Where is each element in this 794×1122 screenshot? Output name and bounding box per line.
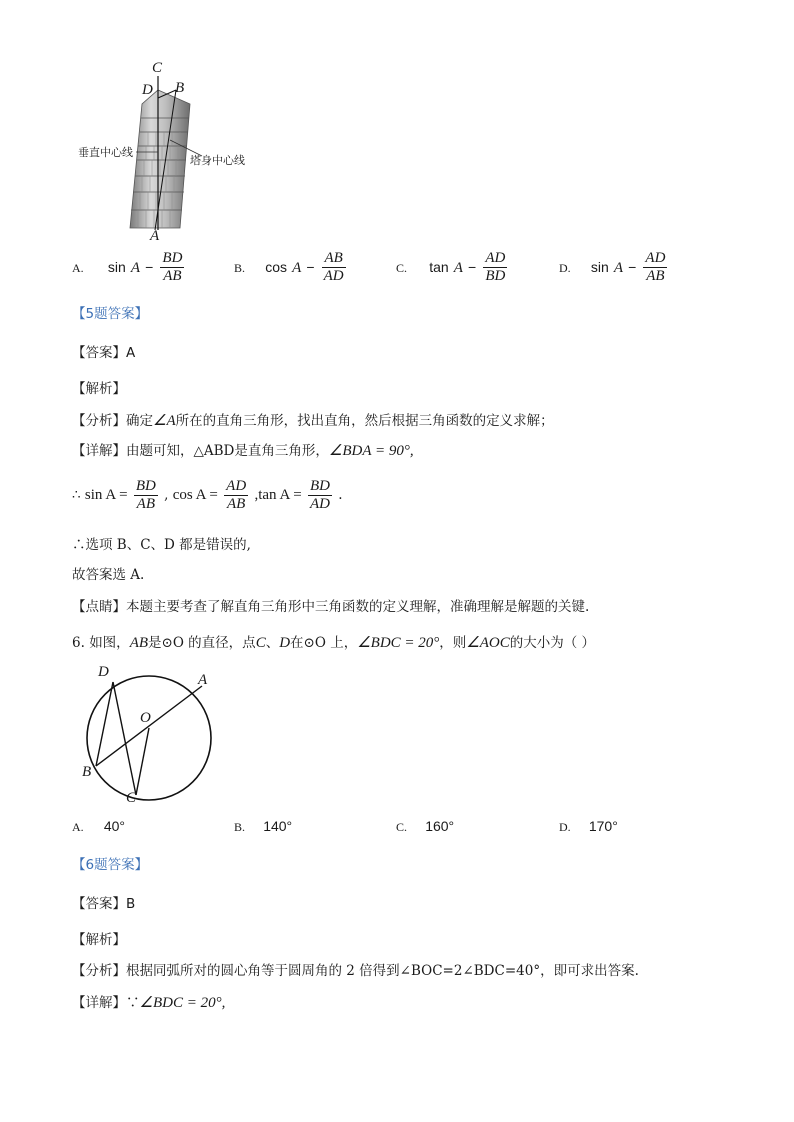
fraction: $\frac{AD}{BD}$ xyxy=(485,250,506,284)
q5-option-b[interactable]: B. cos A − $\frac{AB}{AD}$ xyxy=(234,250,344,284)
fraction: $\frac{AD}{AB}$ xyxy=(645,250,666,284)
q5-conclusion-line: 故答案选 A. xyxy=(72,567,145,583)
fraction: $\frac{AD}{AB}$ xyxy=(226,478,247,512)
q6-xiangjie-line: 【详解】∵∠BDC = 20°, xyxy=(72,995,226,1011)
q5-answer-line: 【答案】A xyxy=(72,345,136,361)
q6-answer-value: B xyxy=(126,896,136,912)
circle-label-d: D xyxy=(98,664,109,680)
tower-label-b: B xyxy=(175,80,185,96)
q6-answer-line: 【答案】B xyxy=(72,896,136,912)
fraction: $\frac{BD}{AB}$ xyxy=(162,250,183,284)
circle-label-o: O xyxy=(140,710,151,726)
q5-answer-header: 【5题答案】 xyxy=(72,306,149,322)
tower-figure xyxy=(78,60,278,246)
q5-dianjing-line: 【点睛】本题主要考查了解直角三角形中三角函数的定义理解，准确理解是解题的关键. xyxy=(72,599,590,615)
angle-bdc: ∠BDC = 20°, xyxy=(139,995,226,1011)
q6-answer-header: 【6题答案】 xyxy=(72,857,149,873)
tower-label-d: D xyxy=(142,82,153,98)
circle-label-b: B xyxy=(82,764,92,780)
q5-option-d[interactable]: D. sin A − $\frac{AD}{AB}$ xyxy=(559,250,666,284)
tower-label-c: C xyxy=(152,60,163,76)
q5-xiangjie-line: 【详解】由题可知，△ABD是直角三角形，∠BDA = 90°, xyxy=(72,443,414,459)
tower-label-a: A xyxy=(150,228,160,244)
q5-options-wrong-line: ∴选项 B、C、D 都是错误的, xyxy=(72,537,251,553)
q6-jiexi: 【解析】 xyxy=(72,932,126,948)
q5-equation-line: ∴ sin A = $\frac{BD}{AB}$ , cos A = $\frac{AD}{AB}$ ,tan A = $\frac{BD}{AD}$ . xyxy=(72,478,343,512)
q5-jiexi: 【解析】 xyxy=(72,381,126,397)
circle-label-c: C xyxy=(126,790,137,806)
fraction: $\frac{BD}{AB}$ xyxy=(135,478,156,512)
circle-label-a: A xyxy=(198,672,208,688)
q6-option-a[interactable]: A. 40° xyxy=(72,818,126,834)
vertical-center-line-label: 垂直中心线 xyxy=(78,146,133,159)
q5-answer-value: A xyxy=(126,345,136,361)
fraction: $\frac{AB}{AD}$ xyxy=(323,250,344,284)
circle-figure xyxy=(78,664,228,810)
q6-option-c[interactable]: C. 160° xyxy=(396,818,455,834)
q6-option-d[interactable]: D. 170° xyxy=(559,818,618,834)
angle-bda: ∠BDA = 90°, xyxy=(328,443,414,459)
q6-question-line: 6. 如图，AB是⊙O 的直径，点C、D在⊙O 上，∠BDC = 20°，则∠AOC的大小为（ ） xyxy=(72,635,596,651)
q6-fenxi-line: 【分析】根据同弧所对的圆心角等于圆周角的 2 倍得到∠BOC=2∠BDC=40°，即可求出答案. xyxy=(72,963,639,979)
fraction: $\frac{BD}{AD}$ xyxy=(309,478,330,512)
q5-option-c[interactable]: C. tan A − $\frac{AD}{BD}$ xyxy=(396,250,506,284)
q5-option-a[interactable]: A. sin A − $\frac{BD}{AB}$ xyxy=(72,250,183,284)
q6-option-b[interactable]: B. 140° xyxy=(234,818,293,834)
tower-body-center-line-label: 塔身中心线 xyxy=(190,154,245,167)
q5-fenxi-line: 【分析】确定∠A所在的直角三角形，找出直角，然后根据三角函数的定义求解； xyxy=(72,413,554,429)
